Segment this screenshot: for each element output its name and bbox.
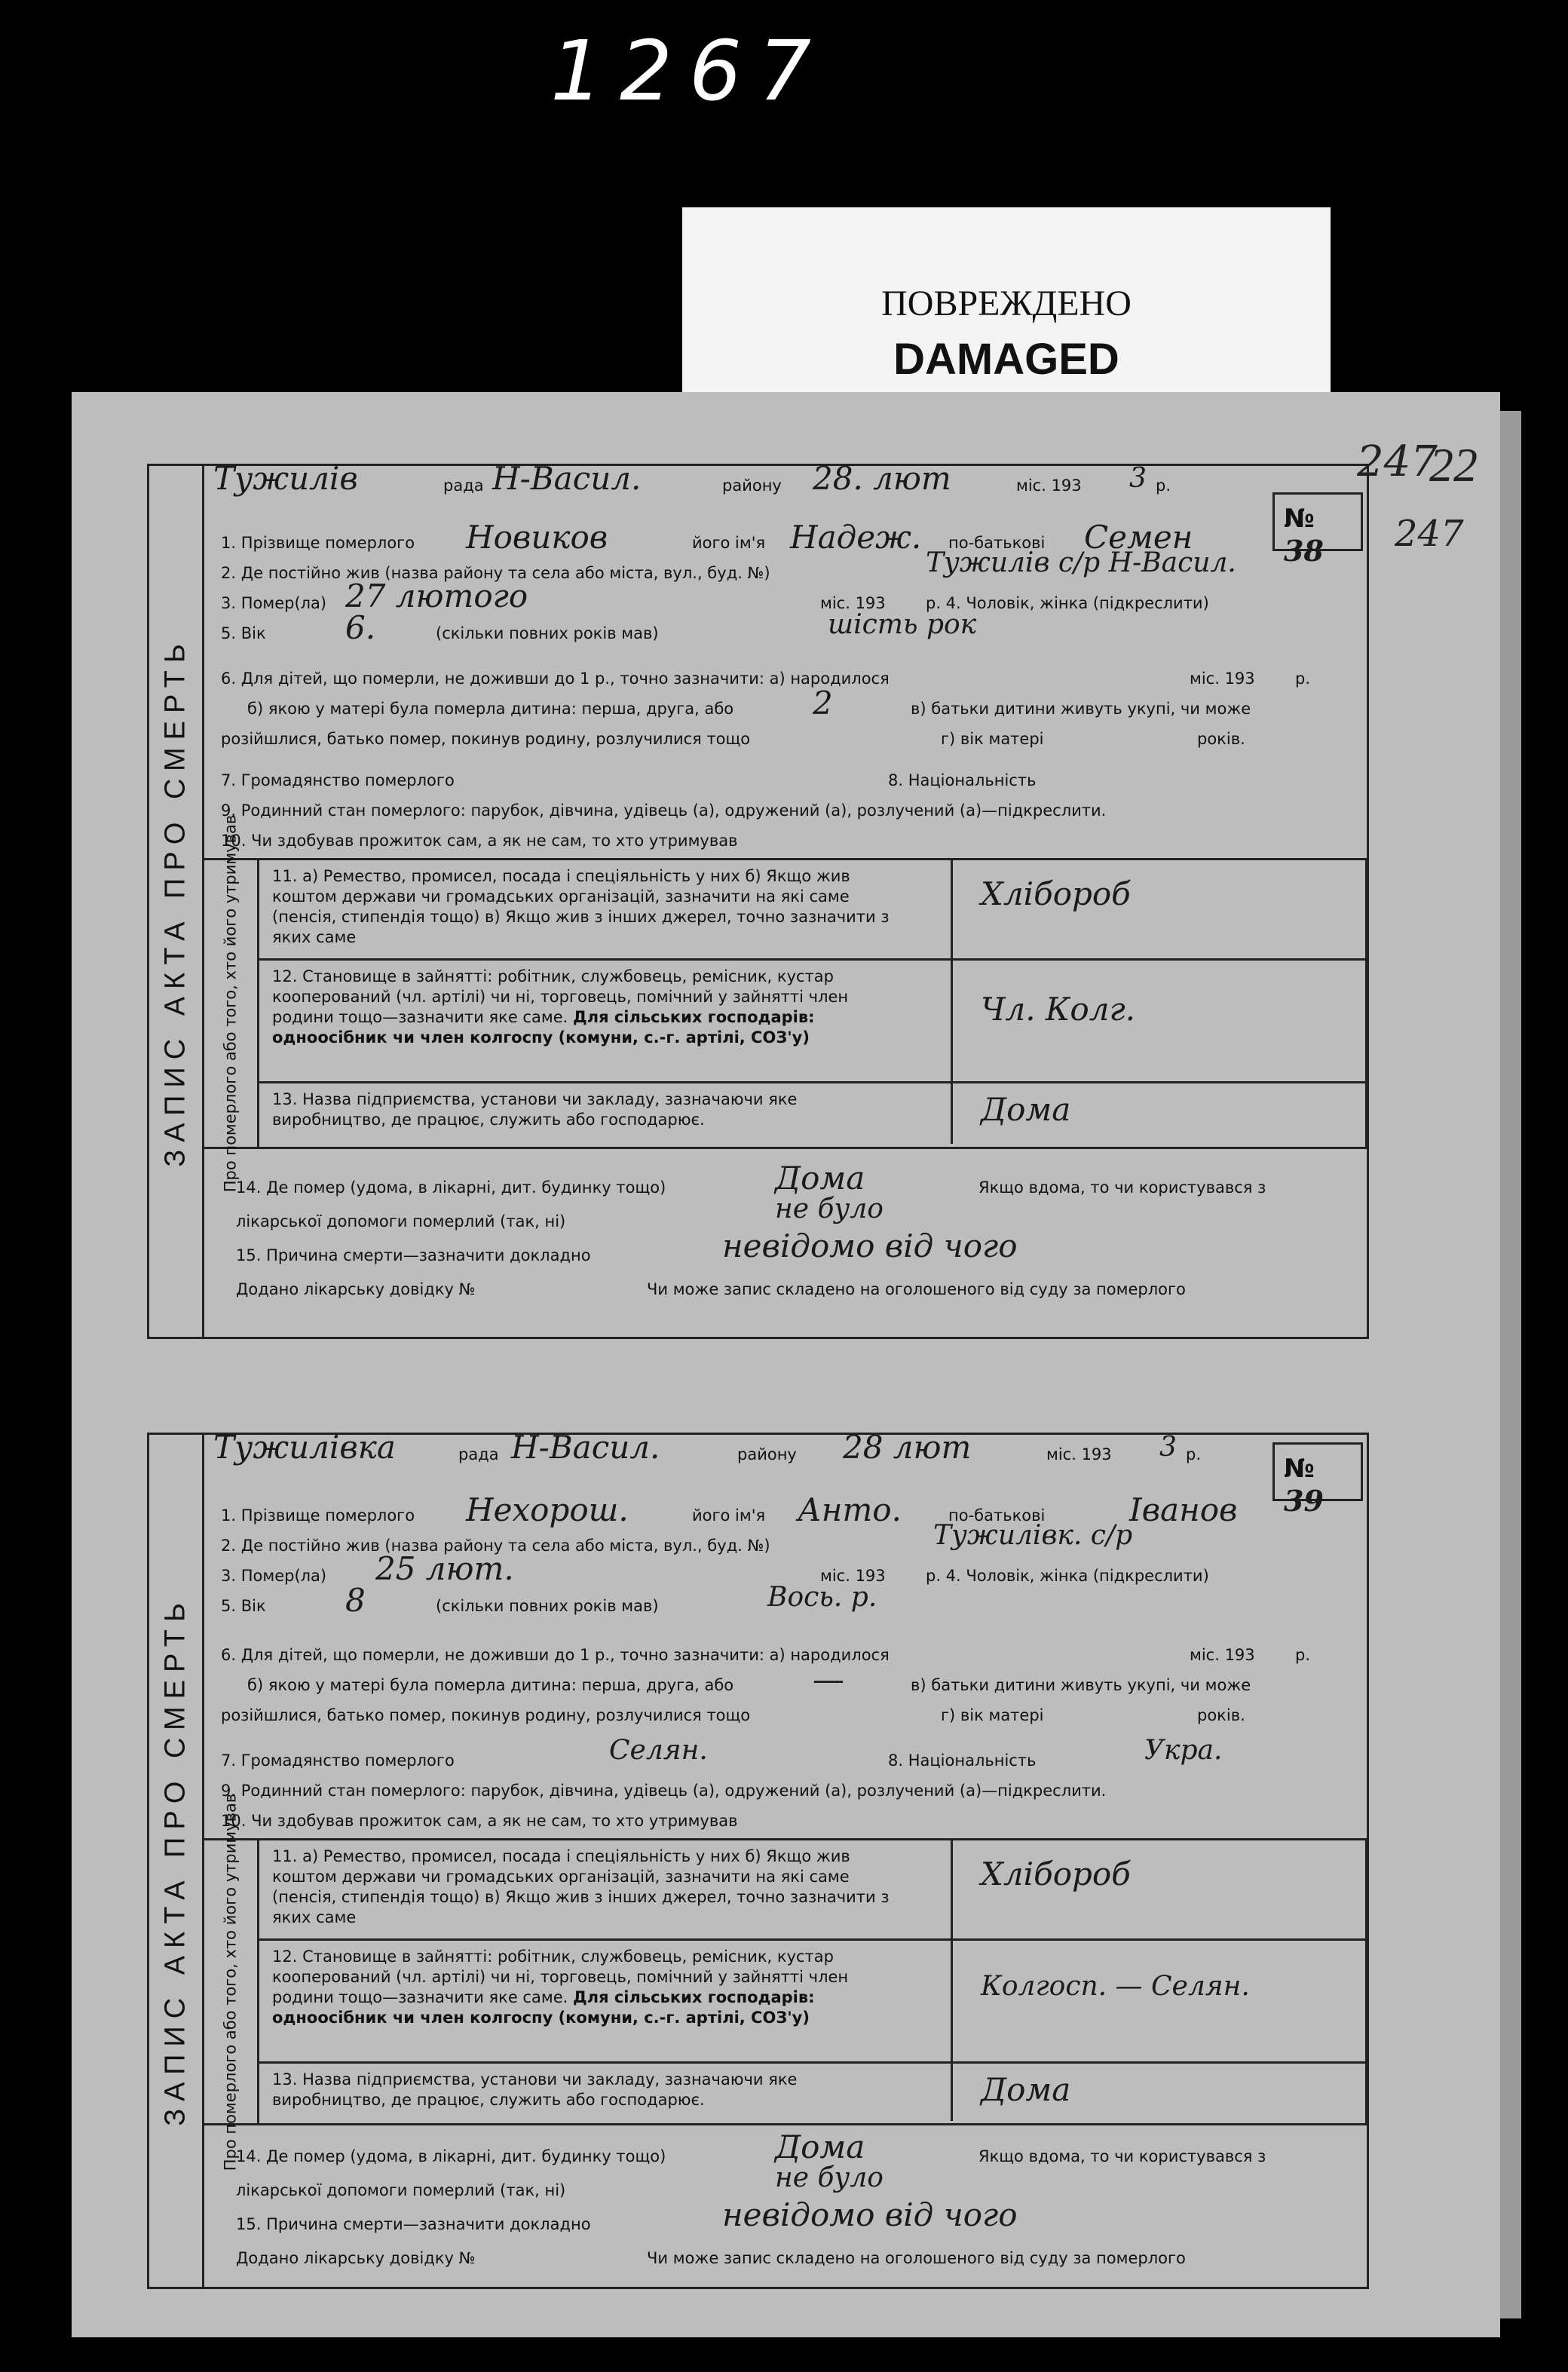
residence: Тужилівк. с/р bbox=[933, 1520, 1133, 1551]
page-number: 22 bbox=[1429, 438, 1478, 492]
profession: Хлібороб bbox=[981, 875, 1131, 912]
f6c-label: розійшлися, батько помер, покинув родину, розлучилися тощо bbox=[221, 730, 751, 748]
number-sign: № bbox=[1284, 1454, 1315, 1484]
row-11 bbox=[257, 860, 1365, 961]
rada-place: Н-Васил. bbox=[492, 460, 642, 497]
row-divider bbox=[951, 2064, 953, 2121]
f6b2-label: в) батьки дитини живуть укупі, чи може bbox=[911, 1676, 1251, 1694]
rayonu-label: району bbox=[722, 477, 782, 495]
citizenship: Селян. bbox=[609, 1735, 708, 1766]
rayonu-label: району bbox=[737, 1445, 797, 1463]
age: 6. bbox=[345, 609, 376, 646]
month-label: міс. 193 bbox=[1016, 477, 1082, 495]
medical-help: не було bbox=[775, 1194, 884, 1224]
f6c3-label: років. bbox=[1197, 730, 1245, 748]
record-date: 28 лют bbox=[843, 1429, 972, 1466]
f14-label: 14. Де помер (удома, в лікарні, дит. будинку тощо) bbox=[236, 2147, 666, 2165]
year-digit: 3 bbox=[1129, 463, 1147, 494]
year-label: р. bbox=[1186, 1445, 1202, 1463]
patronymic: Семен bbox=[1084, 519, 1193, 556]
f12b-text: Для сільських господарів: одноосібник чи член колгоспу (комуни, с.-г. артілі, СОЗ'у) bbox=[272, 1007, 815, 1047]
f2-label: 2. Де постійно жив (назва району та села або міста, вул., буд. №) bbox=[221, 1537, 770, 1555]
record-number-box bbox=[1272, 492, 1363, 568]
child-order: — bbox=[813, 1661, 844, 1698]
row-divider bbox=[951, 1083, 953, 1144]
medical-help: не було bbox=[775, 2162, 884, 2193]
f11-text: 11. а) Ремество, промисел, посада і спеціяльність у них б) Якщо жив коштом держави чи громадських організацій, зазначити на які саме (пенсія, стипендія тощо) в) Якщо жив з інших джерел, точно зазначити з яких саме bbox=[272, 1847, 890, 1926]
f3b-label: міс. 193 bbox=[820, 594, 886, 612]
f12-text: 12. Становище в зайнятті: робітник, службовець, ремісник, кустар кооперований (чл. артілі) чи ні, торговець, помічний у зайнятті член родини тощо—зазначити яке саме. Для сільських господарів: одноосібник чи член колгоспу (комуни, с.-г. артілі, СОЗ'у) bbox=[272, 967, 849, 1047]
place-of-death: Дома bbox=[775, 2128, 865, 2165]
row-divider bbox=[951, 961, 953, 1081]
f6a2-label: міс. 193 bbox=[1190, 1646, 1255, 1664]
f3-label: 3. Помер(ла) bbox=[221, 594, 327, 612]
damaged-label-ru: ПОВРЕЖДЕНО bbox=[881, 283, 1132, 323]
f6c2-label: г) вік матері bbox=[941, 730, 1044, 748]
nationality: Укра. bbox=[1144, 1735, 1223, 1766]
f16-label: Додано лікарську довідку № bbox=[236, 2249, 476, 2267]
f14c-label: лікарської допомоги померлий (так, ні) bbox=[236, 2181, 566, 2199]
f5-label: 5. Вік bbox=[221, 1597, 266, 1615]
residence: Тужилів с/р Н-Васил. bbox=[926, 547, 1236, 578]
f1c-label: по-батькові bbox=[948, 534, 1046, 552]
row-divider bbox=[951, 1941, 953, 2061]
f6b2-label: в) батьки дитини живуть укупі, чи може bbox=[911, 700, 1251, 718]
workplace: Дома bbox=[981, 2071, 1071, 2108]
record-side-title: ЗАПИС АКТА ПРО СМЕРТЬ bbox=[149, 466, 204, 1337]
position: Колгосп. — Селян. bbox=[981, 1971, 1250, 2002]
month-label: міс. 193 bbox=[1046, 1445, 1112, 1463]
row-12 bbox=[257, 961, 1365, 1083]
f13-text: 13. Назва підприємства, установи чи закладу, зазначаючи яке виробництво, де працює, служить або господарює. bbox=[272, 1090, 798, 1129]
surname: Новиков bbox=[466, 519, 608, 556]
f6c3-label: років. bbox=[1197, 1706, 1245, 1724]
age-words: Вось. р. bbox=[767, 1582, 877, 1613]
f3-label: 3. Помер(ла) bbox=[221, 1567, 327, 1585]
f6a2-label: міс. 193 bbox=[1190, 670, 1255, 688]
f5b-label: (скільки повних років мав) bbox=[436, 1597, 659, 1615]
given-name: Надеж. bbox=[790, 519, 922, 556]
f6c2-label: г) вік матері bbox=[941, 1706, 1044, 1724]
rada-place: Н-Васил. bbox=[511, 1429, 660, 1466]
age: 8 bbox=[345, 1582, 366, 1619]
f1c-label: по-батькові bbox=[948, 1506, 1046, 1525]
f5-label: 5. Вік bbox=[221, 624, 266, 642]
number-sign: № bbox=[1284, 504, 1315, 534]
sheet-number-bottom: 247 bbox=[1395, 513, 1464, 555]
year-digit: 3 bbox=[1159, 1432, 1177, 1463]
death-record-2 bbox=[147, 1429, 1369, 2289]
row-divider bbox=[951, 860, 953, 958]
row-divider bbox=[951, 1840, 953, 1938]
f12b-text: Для сільських господарів: одноосібник чи член колгоспу (комуни, с.-г. артілі, СОЗ'у) bbox=[272, 1987, 815, 2027]
f11-text: 11. а) Ремество, промисел, посада і спеціяльність у них б) Якщо жив коштом держави чи громадських організацій, зазначити на які саме (пенсія, стипендія тощо) в) Якщо жив з інших джерел, точно зазначити з яких саме bbox=[272, 867, 890, 946]
death-record-1 bbox=[147, 460, 1369, 1339]
cause-of-death: невідомо від чого bbox=[722, 1227, 1018, 1264]
sheet-number-top: 247 bbox=[1357, 437, 1438, 486]
row-12 bbox=[257, 1941, 1365, 2064]
f3c-label: р. 4. Чоловік, жінка (підкреслити) bbox=[926, 594, 1209, 612]
f1-label: 1. Прізвище померлого bbox=[221, 1506, 415, 1525]
row-13 bbox=[257, 2064, 1365, 2121]
occupation-side: Про померлого або того, хто його утримував bbox=[204, 860, 259, 1147]
f6c-label: розійшлися, батько помер, покинув родину, розлучилися тощо bbox=[221, 1706, 751, 1724]
occupation-side: Про померлого або того, хто його утримував bbox=[204, 1840, 259, 2123]
rada-label: рада bbox=[458, 1445, 499, 1463]
f6a-label: 6. Для дітей, що померли, не доживши до 1 р., точно зазначити: а) народилося bbox=[221, 670, 890, 688]
f15-label: 15. Причина смерти—зазначити докладно bbox=[236, 2215, 591, 2233]
surname: Нехорош. bbox=[466, 1491, 629, 1528]
record-number-box bbox=[1272, 1442, 1363, 1518]
f3c-label: р. 4. Чоловік, жінка (підкреслити) bbox=[926, 1567, 1209, 1585]
f16b-label: Чи може запис складено на оголошеного від суду за померлого bbox=[647, 2249, 1186, 2267]
f7-label: 7. Громадянство померлого bbox=[221, 771, 455, 789]
f6b-label: б) якою у матері була померла дитина: перша, друга, або bbox=[247, 1676, 734, 1694]
row-13 bbox=[257, 1083, 1365, 1144]
archive-number: 1267 bbox=[550, 23, 828, 119]
f16b-label: Чи може запис складено на оголошеного від суду за померлого bbox=[647, 1280, 1186, 1298]
f15-label: 15. Причина смерти—зазначити докладно bbox=[236, 1246, 591, 1264]
f6a-label: 6. Для дітей, що померли, не доживши до 1 р., точно зазначити: а) народилося bbox=[221, 1646, 890, 1664]
f14b-label: Якщо вдома, то чи користувався з bbox=[978, 2147, 1266, 2165]
f14c-label: лікарської допомоги померлий (так, ні) bbox=[236, 1212, 566, 1230]
rada-name: Тужилів bbox=[213, 460, 358, 497]
f7-label: 7. Громадянство померлого bbox=[221, 1751, 455, 1770]
f8-label: 8. Національність bbox=[888, 771, 1037, 789]
f1b-label: його ім'я bbox=[692, 534, 766, 552]
f9-label: 9. Родинний стан померлого: парубок, дівчина, удівець (а), одружений (а), розлучений (а)—підкреслити. bbox=[221, 801, 1107, 820]
f13-text: 13. Назва підприємства, установи чи закладу, зазначаючи яке виробництво, де працює, служить або господарює. bbox=[272, 2070, 798, 2109]
position: Чл. Колг. bbox=[981, 991, 1136, 1028]
f9-label: 9. Родинний стан померлого: парубок, дівчина, удівець (а), одружений (а), розлучений (а)—підкреслити. bbox=[221, 1782, 1107, 1800]
death-day: 27 лютого bbox=[345, 578, 528, 614]
f6a3-label: р. bbox=[1295, 1646, 1311, 1664]
death-day: 25 лют. bbox=[375, 1550, 514, 1587]
record-date: 28. лют bbox=[813, 460, 951, 497]
f8-label: 8. Національність bbox=[888, 1751, 1037, 1770]
age-words: шість рок bbox=[828, 609, 977, 640]
record-number: 39 bbox=[1284, 1484, 1324, 1518]
damaged-label-card bbox=[682, 207, 1331, 403]
f1b-label: його ім'я bbox=[692, 1506, 766, 1525]
patronymic: Іванов bbox=[1129, 1491, 1238, 1528]
f10-label: 10. Чи здобував прожиток сам, а як не сам, то хто утримував bbox=[221, 832, 738, 850]
workplace: Дома bbox=[981, 1091, 1071, 1128]
f14b-label: Якщо вдома, то чи користувався з bbox=[978, 1178, 1266, 1197]
place-of-death: Дома bbox=[775, 1160, 865, 1197]
year-label: р. bbox=[1156, 477, 1171, 495]
f5b-label: (скільки повних років мав) bbox=[436, 624, 659, 642]
rada-label: рада bbox=[443, 477, 484, 495]
f14-label: 14. Де помер (удома, в лікарні, дит. будинку тощо) bbox=[236, 1178, 666, 1197]
record-side-title: ЗАПИС АКТА ПРО СМЕРТЬ bbox=[149, 1435, 204, 2287]
profession: Хлібороб bbox=[981, 1856, 1131, 1892]
child-order: 2 bbox=[813, 685, 833, 722]
f3b-label: міс. 193 bbox=[820, 1567, 886, 1585]
f6b-label: б) якою у матері була померла дитина: перша, друга, або bbox=[247, 700, 734, 718]
f6a3-label: р. bbox=[1295, 670, 1311, 688]
given-name: Анто. bbox=[798, 1491, 902, 1528]
record-number: 38 bbox=[1284, 534, 1324, 568]
row-11 bbox=[257, 1840, 1365, 1941]
cause-of-death: невідомо від чого bbox=[722, 2196, 1018, 2233]
f10-label: 10. Чи здобував прожиток сам, а як не сам, то хто утримував bbox=[221, 1812, 738, 1830]
f12-text: 12. Становище в зайнятті: робітник, службовець, ремісник, кустар кооперований (чл. артілі) чи ні, торговець, помічний у зайнятті член родини тощо—зазначити яке саме. Для сільських господарів: одноосібник чи член колгоспу (комуни, с.-г. артілі, СОЗ'у) bbox=[272, 1948, 849, 2027]
f16-label: Додано лікарську довідку № bbox=[236, 1280, 476, 1298]
damaged-label-en: DAMAGED bbox=[893, 335, 1119, 384]
rada-name: Тужилівка bbox=[213, 1429, 396, 1466]
f2-label: 2. Де постійно жив (назва району та села або міста, вул., буд. №) bbox=[221, 564, 770, 582]
f1-label: 1. Прізвище померлого bbox=[221, 534, 415, 552]
